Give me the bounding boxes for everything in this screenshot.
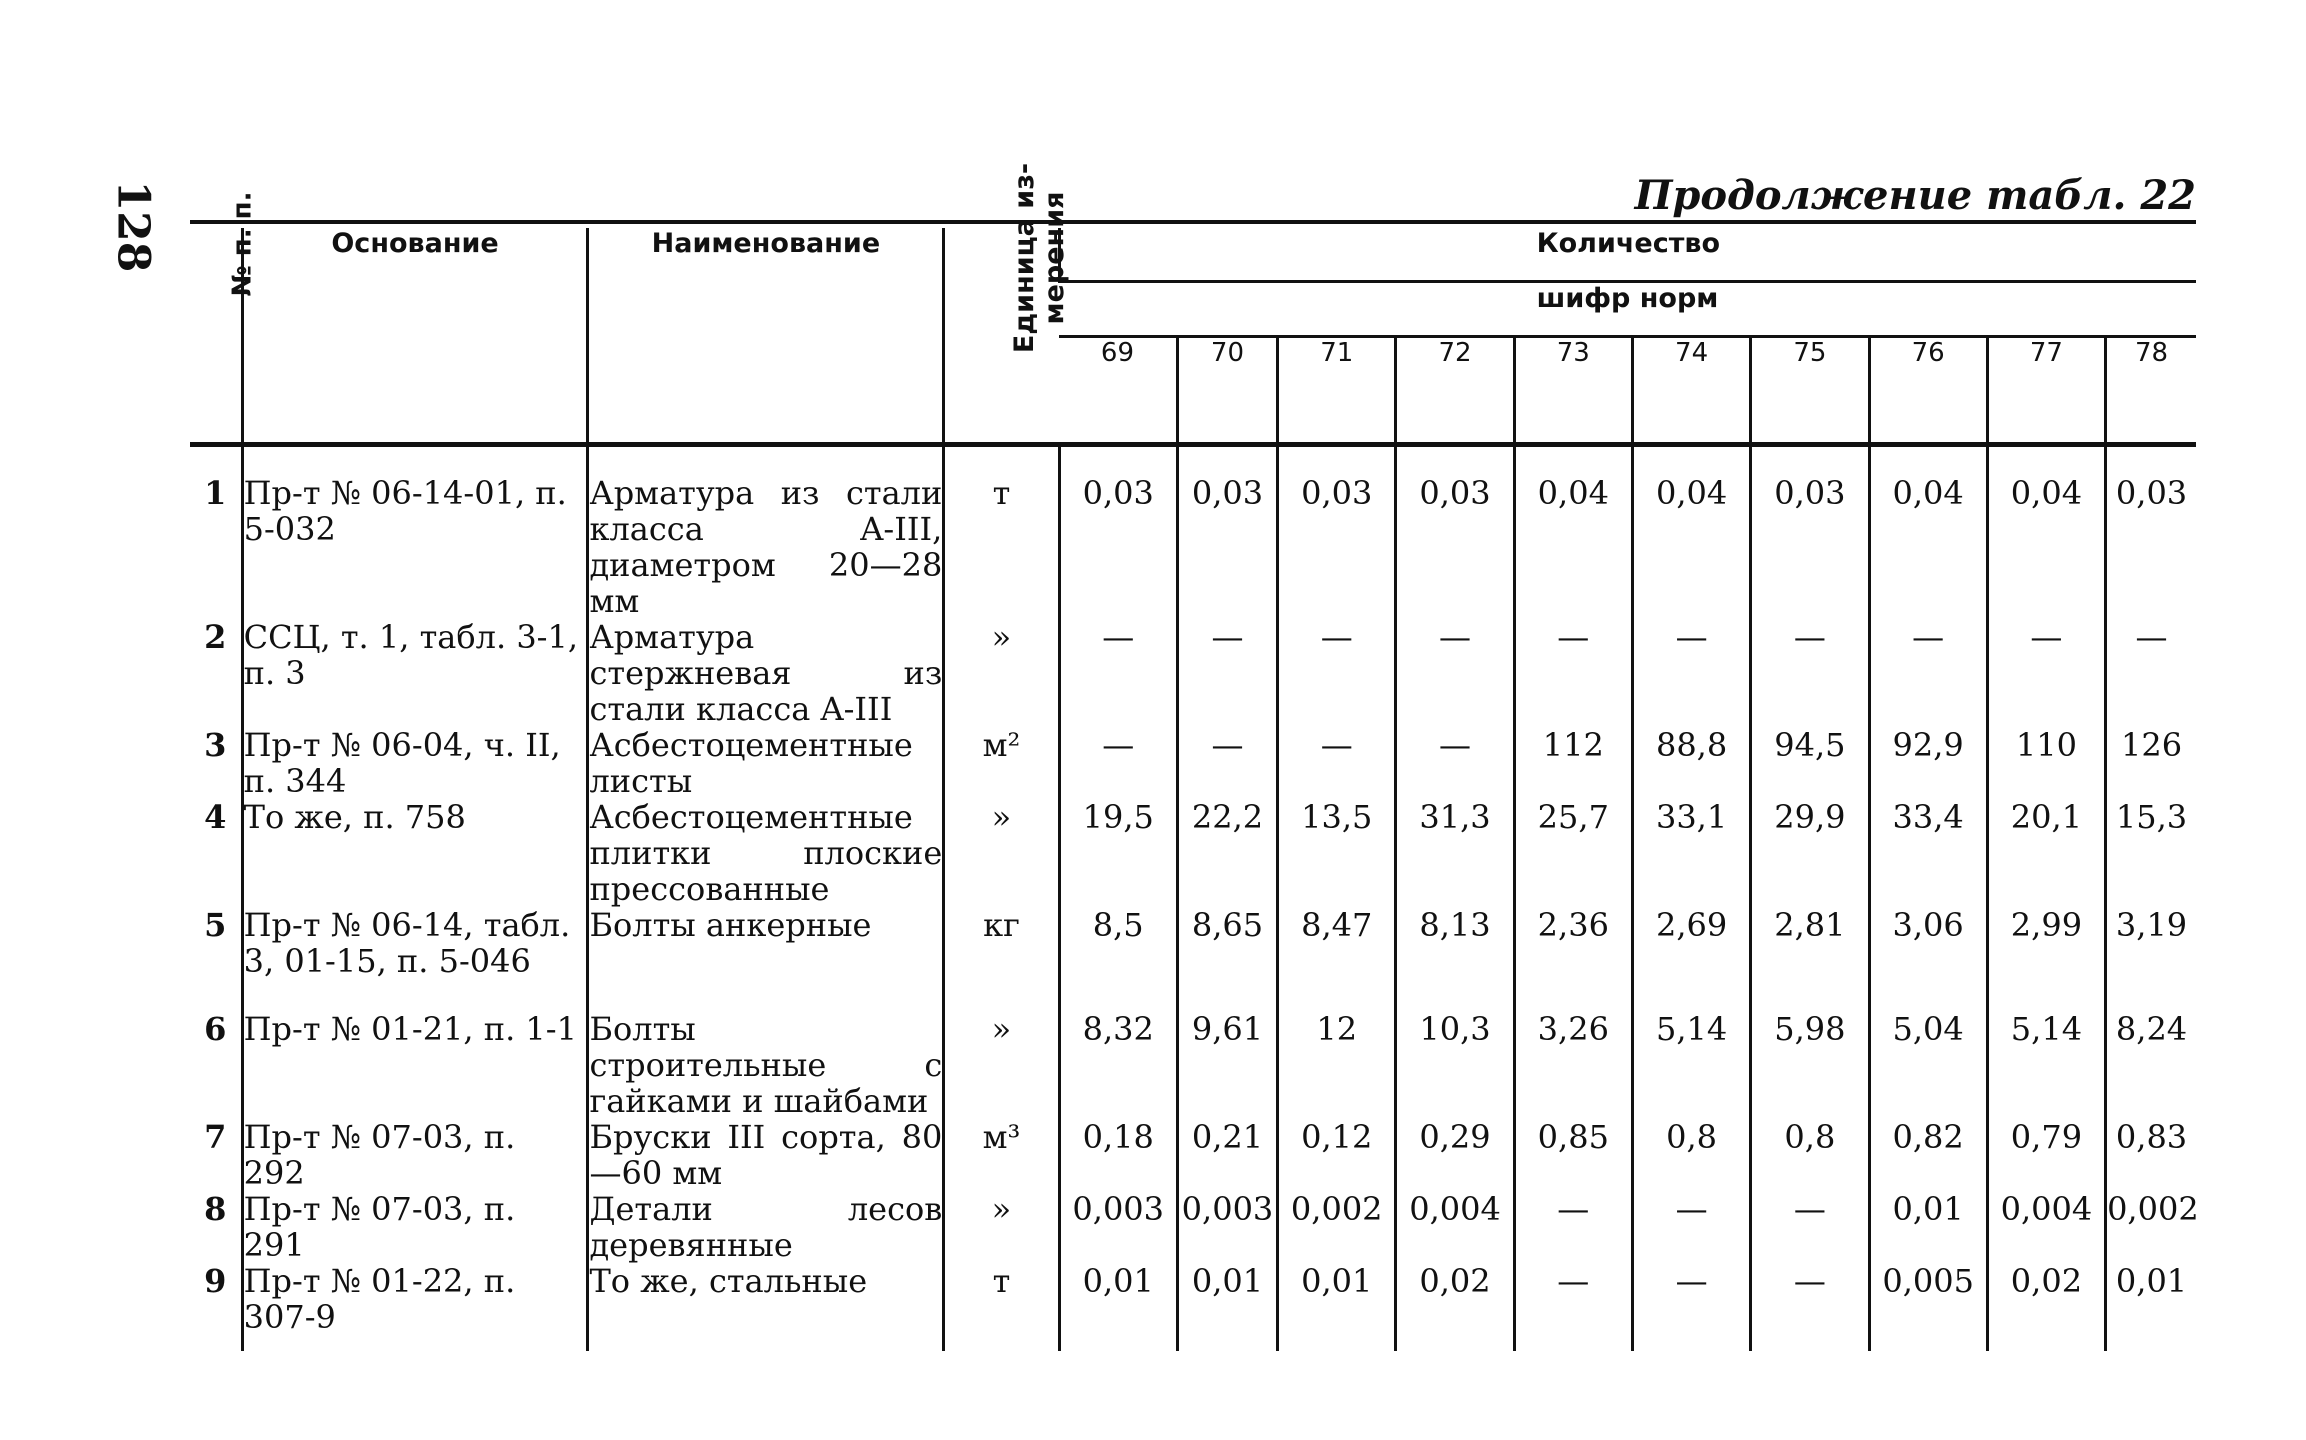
- header-code: 74: [1632, 337, 1750, 445]
- unit-cell: »: [944, 1191, 1059, 1263]
- value-cell: 8,5: [1059, 907, 1177, 1011]
- value-cell: 0,21: [1177, 1119, 1277, 1191]
- header-code: 73: [1514, 337, 1632, 445]
- value-cell: —: [1059, 619, 1177, 727]
- value-cell: 20,1: [1987, 799, 2105, 907]
- row-number: 7: [204, 1118, 227, 1156]
- row-number: 9: [204, 1262, 227, 1300]
- table-row: [190, 445, 2196, 620]
- name-cell: Асбестоцементные плитки плоские прессованные: [589, 798, 943, 908]
- value-cell: 8,32: [1059, 1011, 1177, 1119]
- value-cell: 0,03: [1177, 445, 1277, 620]
- value-cell: 0,003: [1177, 1191, 1277, 1263]
- header-code: 78: [2106, 337, 2196, 445]
- unit-cell: »: [944, 1011, 1059, 1119]
- value-cell: 19,5: [1059, 799, 1177, 907]
- value-cell: 0,02: [1396, 1263, 1514, 1351]
- value-cell: 9,61: [1177, 1011, 1277, 1119]
- value-cell: 0,8: [1751, 1119, 1869, 1191]
- value-cell: 0,01: [1059, 1263, 1177, 1351]
- value-cell: 2,69: [1632, 907, 1750, 1011]
- value-cell: 5,14: [1987, 1011, 2105, 1119]
- row-number: 5: [204, 906, 227, 944]
- header-norm-code: шифр норм: [1059, 282, 2196, 337]
- name-cell: Арматура из стали класса A-III, диаметром 20—28 мм: [588, 445, 944, 620]
- value-cell: 0,03: [2106, 445, 2196, 620]
- name-cell: Детали лесов деревянные: [589, 1190, 943, 1264]
- name-cell: Асбестоцементные листы: [588, 727, 944, 799]
- value-cell: —: [1514, 1263, 1632, 1351]
- value-cell: 0,004: [1396, 1191, 1514, 1263]
- value-cell: 126: [2106, 727, 2196, 799]
- name-cell: Болты строительные с гайками и шайбами: [589, 1010, 943, 1120]
- basis-cell: Пр-т № 06-14, табл. 3, 01-15, п. 5-046: [242, 907, 588, 1011]
- row-number: 2: [204, 618, 227, 656]
- unit-cell: кг: [944, 907, 1059, 1011]
- value-cell: 0,002: [1278, 1191, 1396, 1263]
- value-cell: —: [1632, 1191, 1750, 1263]
- unit-cell: т: [944, 445, 1059, 620]
- table-caption: Продолжение табл. 22: [1634, 172, 2196, 219]
- row-number: 6: [204, 1010, 227, 1048]
- value-cell: 8,47: [1278, 907, 1396, 1011]
- value-cell: 8,65: [1177, 907, 1277, 1011]
- table-row: [190, 619, 2196, 727]
- value-cell: —: [1059, 727, 1177, 799]
- value-cell: —: [1396, 727, 1514, 799]
- value-cell: —: [1751, 1263, 1869, 1351]
- value-cell: —: [1396, 619, 1514, 727]
- basis-cell: Пр-т № 06-14-01, п. 5-032: [242, 445, 588, 620]
- name-cell: Болты анкерные: [588, 907, 944, 1011]
- value-cell: 0,04: [1514, 445, 1632, 620]
- name-cell: То же, стальные: [588, 1263, 944, 1351]
- basis-cell: Пр-т № 07-03, п. 291: [242, 1191, 588, 1263]
- table-row: [190, 1263, 2196, 1351]
- value-cell: —: [1278, 619, 1396, 727]
- value-cell: 88,8: [1632, 727, 1750, 799]
- table-row: [190, 1191, 2196, 1263]
- value-cell: 5,04: [1869, 1011, 1987, 1119]
- value-cell: 0,01: [2106, 1263, 2196, 1351]
- value-cell: —: [1177, 619, 1277, 727]
- value-cell: 0,83: [2106, 1119, 2196, 1191]
- value-cell: —: [1751, 1191, 1869, 1263]
- header-name: Наименование: [588, 228, 944, 445]
- table-body: [190, 445, 2199, 1352]
- value-cell: 0,003: [1059, 1191, 1177, 1263]
- basis-cell: Пр-т № 01-22, п. 307-9: [242, 1263, 588, 1351]
- value-cell: 0,01: [1278, 1263, 1396, 1351]
- value-cell: —: [1514, 1191, 1632, 1263]
- value-cell: 0,82: [1869, 1119, 1987, 1191]
- value-cell: 0,01: [1869, 1191, 1987, 1263]
- page-number: 128: [107, 180, 159, 273]
- value-cell: —: [1514, 619, 1632, 727]
- value-cell: 5,98: [1751, 1011, 1869, 1119]
- value-cell: 31,3: [1396, 799, 1514, 907]
- value-cell: 3,26: [1514, 1011, 1632, 1119]
- value-cell: 0,005: [1869, 1263, 1987, 1351]
- basis-cell: То же, п. 758: [242, 799, 588, 907]
- value-cell: 0,04: [1869, 445, 1987, 620]
- value-cell: 15,3: [2106, 799, 2196, 907]
- value-cell: 0,004: [1987, 1191, 2105, 1263]
- basis-cell: ССЦ, т. 1, табл. 3-1, п. 3: [242, 619, 588, 727]
- header-code: 76: [1869, 337, 1987, 445]
- value-cell: 10,3: [1396, 1011, 1514, 1119]
- value-cell: 0,79: [1987, 1119, 2105, 1191]
- value-cell: 3,06: [1869, 907, 1987, 1011]
- basis-cell: Пр-т № 07-03, п. 292: [242, 1119, 588, 1191]
- value-cell: —: [1177, 727, 1277, 799]
- value-cell: 33,4: [1869, 799, 1987, 907]
- value-cell: 2,36: [1514, 907, 1632, 1011]
- value-cell: 2,99: [1987, 907, 2105, 1011]
- row-number: 1: [204, 474, 227, 512]
- table-row: [190, 799, 2196, 907]
- basis-cell: Пр-т № 06-04, ч. II, п. 344: [242, 727, 588, 799]
- value-cell: 112: [1514, 727, 1632, 799]
- value-cell: 0,03: [1751, 445, 1869, 620]
- table-row: [190, 907, 2196, 1011]
- value-cell: —: [1632, 619, 1750, 727]
- table-row: [190, 1119, 2196, 1191]
- value-cell: —: [1751, 619, 1869, 727]
- unit-cell: м³: [944, 1119, 1059, 1191]
- header-code: 70: [1177, 337, 1277, 445]
- value-cell: 0,85: [1514, 1119, 1632, 1191]
- value-cell: 0,18: [1059, 1119, 1177, 1191]
- value-cell: —: [2106, 619, 2196, 727]
- value-cell: 0,29: [1396, 1119, 1514, 1191]
- value-cell: 13,5: [1278, 799, 1396, 907]
- value-cell: 0,03: [1059, 445, 1177, 620]
- value-cell: 0,01: [1177, 1263, 1277, 1351]
- value-cell: 0,04: [1987, 445, 2105, 620]
- value-cell: —: [1278, 727, 1396, 799]
- value-cell: 110: [1987, 727, 2105, 799]
- value-cell: 29,9: [1751, 799, 1869, 907]
- value-cell: 0,04: [1632, 445, 1750, 620]
- header-unit: Единица из- мерения: [944, 228, 1059, 445]
- value-cell: —: [1632, 1263, 1750, 1351]
- header-code: 75: [1751, 337, 1869, 445]
- header-code: 72: [1396, 337, 1514, 445]
- value-cell: 0,12: [1278, 1119, 1396, 1191]
- unit-cell: »: [944, 799, 1059, 907]
- basis-cell: Пр-т № 01-21, п. 1-1: [242, 1011, 588, 1119]
- unit-cell: м²: [944, 727, 1059, 799]
- value-cell: 25,7: [1514, 799, 1632, 907]
- value-cell: 12: [1278, 1011, 1396, 1119]
- value-cell: 0,02: [1987, 1263, 2105, 1351]
- value-cell: 33,1: [1632, 799, 1750, 907]
- header-code: 77: [1987, 337, 2105, 445]
- header-code: 71: [1278, 337, 1396, 445]
- value-cell: 0,002: [2106, 1191, 2196, 1263]
- value-cell: 92,9: [1869, 727, 1987, 799]
- row-number: 4: [204, 798, 227, 836]
- name-cell: Арматура стержневая из стали класса A-III: [589, 618, 943, 728]
- name-cell: Бруски III сорта, 80—60 мм: [589, 1118, 943, 1192]
- table-row: [190, 1011, 2196, 1119]
- unit-cell: »: [944, 619, 1059, 727]
- value-cell: —: [1987, 619, 2105, 727]
- value-cell: 8,13: [1396, 907, 1514, 1011]
- header-quantity: Количество: [1059, 228, 2196, 282]
- value-cell: 5,14: [1632, 1011, 1750, 1119]
- value-cell: —: [1869, 619, 1987, 727]
- value-cell: 22,2: [1177, 799, 1277, 907]
- table-row: [190, 727, 2196, 799]
- value-cell: 3,19: [2106, 907, 2196, 1011]
- value-cell: 2,81: [1751, 907, 1869, 1011]
- header-basis: Основание: [242, 228, 588, 445]
- row-number: 3: [204, 726, 227, 764]
- value-cell: 94,5: [1751, 727, 1869, 799]
- value-cell: 0,03: [1278, 445, 1396, 620]
- header-num: № п. п.: [190, 228, 242, 445]
- value-cell: 0,8: [1632, 1119, 1750, 1191]
- header-code: 69: [1059, 337, 1177, 445]
- top-rule: [190, 220, 2196, 224]
- row-number: 8: [204, 1190, 227, 1228]
- unit-cell: т: [944, 1263, 1059, 1351]
- value-cell: 8,24: [2106, 1011, 2196, 1119]
- value-cell: 0,03: [1396, 445, 1514, 620]
